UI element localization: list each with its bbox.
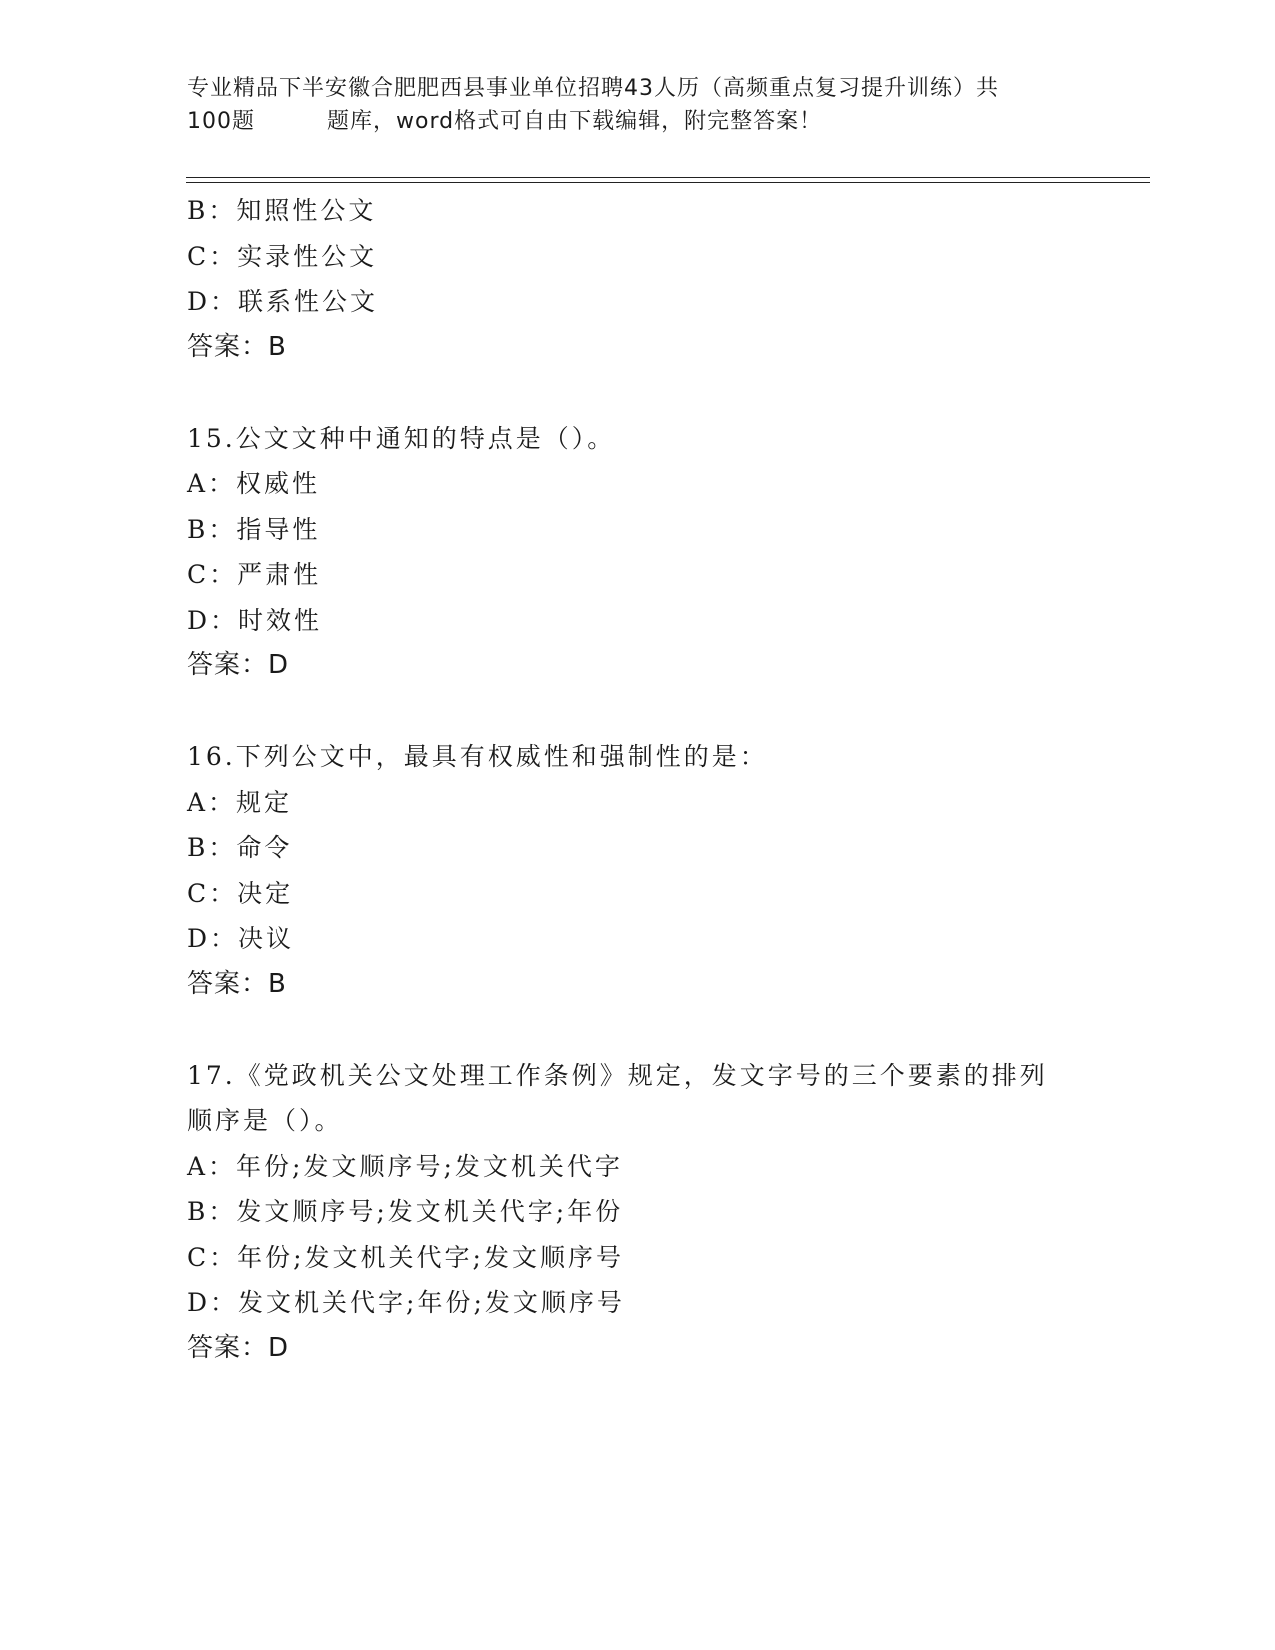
- option-d: D：联系性公文: [187, 287, 379, 316]
- option-b: B：命令: [187, 833, 293, 862]
- option-d: D：时效性: [187, 605, 323, 635]
- header-line-1: 专业精品下半安徽合肥肥西县事业单位招聘43人历（高频重点复习提升训练）共: [187, 76, 999, 101]
- option-b: B：指导性: [187, 514, 321, 544]
- option-c: C：严肃性: [187, 560, 322, 589]
- question-text: 16.下列公文中，最具有权威性和强制性的是：: [187, 742, 768, 771]
- option-c: C：年份;发文机关代字;发文顺序号: [187, 1242, 624, 1272]
- option-b: B：知照性公文: [187, 196, 377, 225]
- header-divider-top: [186, 177, 1150, 178]
- header-divider-bottom: [186, 182, 1150, 183]
- option-b: B：发文顺序号;发文机关代字;年份: [187, 1197, 624, 1226]
- document-header: [187, 72, 1087, 138]
- question-list: [187, 188, 1087, 1371]
- answer-line: 答案：D: [187, 650, 290, 680]
- answer-line: 答案：B: [187, 968, 287, 999]
- option-d: D：发文机关代字;年份;发文顺序号: [187, 1288, 625, 1317]
- question-text: 15.公文文种中通知的特点是（）。: [187, 423, 616, 453]
- answer-line: 答案：B: [187, 331, 287, 362]
- option-c: C：决定: [187, 878, 294, 908]
- answer-line: 答案：D: [187, 1332, 290, 1363]
- header-question-count: 100题: [187, 109, 255, 134]
- question-17: [187, 1053, 1087, 1372]
- question-text-line-2: 顺序是（）。: [187, 1106, 343, 1135]
- question-14-tail: [187, 188, 1087, 370]
- question-15: [187, 416, 1087, 689]
- question-16: [187, 734, 1087, 1007]
- option-a: A：规定: [187, 787, 293, 817]
- header-description: 题库，word格式可自由下载编辑，附完整答案！: [327, 109, 823, 134]
- header-line-2: [187, 105, 1087, 138]
- question-text-line-1: 17.《党政机关公文处理工作条例》规定，发文字号的三个要素的排列: [187, 1060, 1048, 1090]
- option-a: A：权威性: [187, 469, 321, 498]
- option-d: D：决议: [187, 924, 295, 953]
- option-c: C：实录性公文: [187, 241, 378, 271]
- option-a: A：年份;发文顺序号;发文机关代字: [187, 1151, 623, 1181]
